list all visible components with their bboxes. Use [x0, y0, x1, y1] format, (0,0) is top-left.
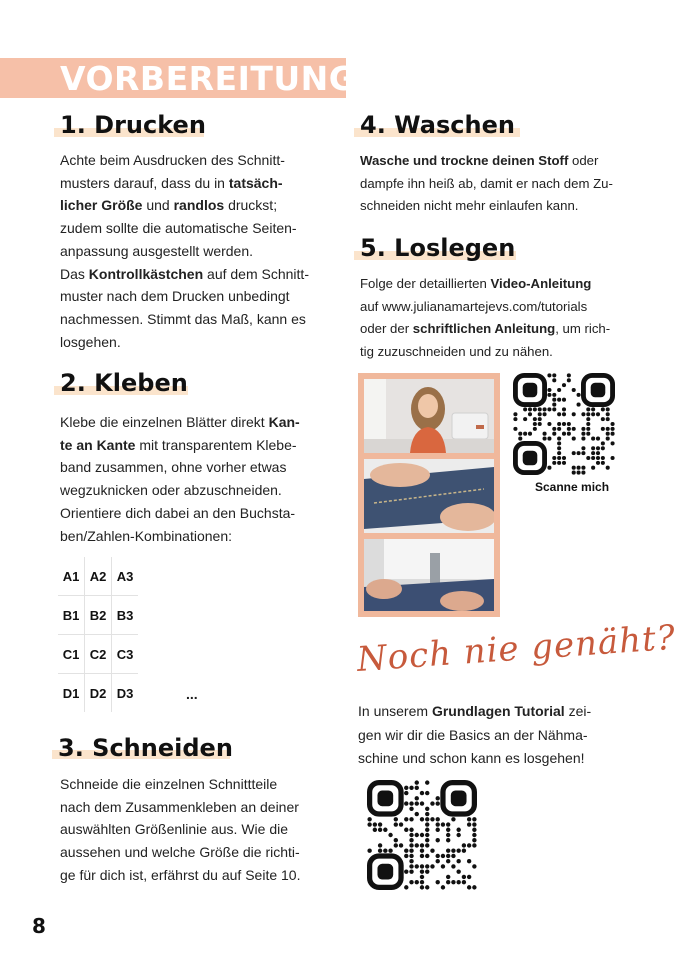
- sewing-machine-photo: [364, 539, 494, 611]
- qr-code-icon[interactable]: [513, 373, 615, 475]
- qr-code-icon[interactable]: [367, 780, 477, 890]
- page-number: 8: [32, 914, 46, 938]
- kleben-text: Klebe die einzelnen Blätter direkt Kan- te an Kante mit transparentem Klebe- band zusammen, ohne vorher etwas wegzuknicken oder abzuschneiden. Orientiere dich dabei an den Buchsta- ben/Zahlen-Kombinationen:: [60, 414, 300, 544]
- loslegen-text: Folge der detaillierten Video-Anleitung auf www.julianamartejevs.com/tutorials oder der schriftlichen Anleitung, um rich- tig zuzuschneiden und zu nähen.: [360, 276, 611, 359]
- waschen-text: Wasche und trockne deinen Stoff oder dampfe ihn heiß ab, damit er nach dem Zu- schneiden nicht mehr einlaufen kann.: [360, 153, 613, 214]
- heading-schneiden: 3. Schneiden: [58, 734, 233, 762]
- schneiden-text: Schneide die einzelnen Schnittteile nach dem Zusammenkleben an deiner auswählten Größenlinie aus. Wie die aussehen und welche Größe die richti- ge für dich ist, erfährst du auf Seite 10.: [60, 776, 301, 883]
- page-title: VORBEREITUNG: [60, 59, 357, 98]
- grid-row: A1 A2 A3: [58, 557, 138, 596]
- grid-row: B1 B2 B3: [58, 596, 138, 635]
- heading-waschen: 4. Waschen: [360, 111, 515, 139]
- heading-loslegen: 5. Loslegen: [360, 234, 516, 262]
- grid-row: D1 D2 D3: [58, 674, 138, 713]
- heading-drucken: 1. Drucken: [60, 111, 206, 139]
- photo-strip: [358, 373, 500, 617]
- sheet-grid: [58, 557, 138, 712]
- video-thumbnail-photo[interactable]: [364, 379, 494, 453]
- grid-ellipsis: ...: [186, 686, 198, 702]
- drucken-text: Achte beim Ausdrucken des Schnitt- musters darauf, dass du in tatsäch- licher Größe und randlos druckst; zudem sollte die automatische Seiten- anpassung ausgestellt werden. Das Kontrollkästchen auf dem Schnitt- muster nach dem Drucken unbedingt nachmessen. Stimmt das Maß, kann es losgehen.: [60, 152, 309, 350]
- cutting-photo: [364, 459, 494, 533]
- grid-row: C1 C2 C3: [58, 635, 138, 674]
- heading-kleben: 2. Kleben: [60, 369, 188, 397]
- noch-text: In unserem Grundlagen Tutorial zei- gen wir dir die Basics an der Nähma- schine und schon kann es losgehen!: [358, 703, 592, 766]
- script-heading: Noch nie genäht?: [355, 617, 678, 680]
- qr-label: Scanne mich: [535, 480, 610, 494]
